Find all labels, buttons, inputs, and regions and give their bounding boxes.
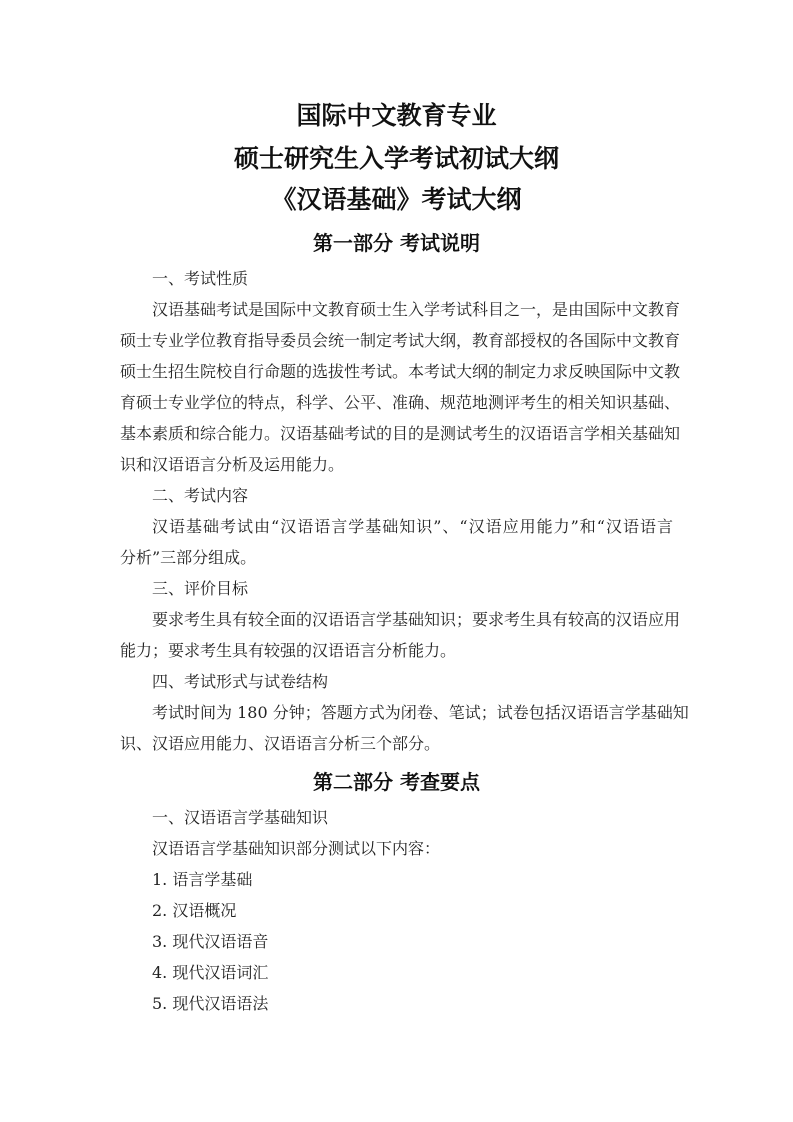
list-item: 1. 语言学基础 — [152, 870, 253, 889]
section-heading: 一、汉语语言学基础知识 — [152, 808, 329, 827]
list-item: 3. 现代汉语语音 — [152, 932, 269, 951]
document-title-line-3: 《汉语基础》考试大纲 — [271, 185, 522, 214]
paragraph-line: 硕士生招生院校自行命题的选拔性考试。本考试大纲的制定力求反映国际中文教 — [120, 362, 681, 381]
section-heading: 四、考试形式与试卷结构 — [152, 672, 329, 691]
paragraph-line: 汉语语言学基础知识部分测试以下内容： — [152, 839, 441, 858]
paragraph-line: 基本素质和综合能力。汉语基础考试的目的是测试考生的汉语语言学相关基础知 — [120, 424, 681, 443]
list-item: 2. 汉语概况 — [152, 901, 237, 920]
document-title-line-1: 国际中文教育专业 — [296, 101, 497, 130]
paragraph-line: 育硕士专业学位的特点，科学、公平、准确、规范地测评考生的相关知识基础、 — [120, 393, 681, 412]
paragraph-line: 硕士专业学位教育指导委员会统一制定考试大纲，教育部授权的各国际中文教育 — [120, 331, 681, 350]
section-heading: 二、考试内容 — [152, 486, 249, 505]
paragraph-line: 分析”三部分组成。 — [120, 548, 257, 567]
paragraph-line: 汉语基础考试由“汉语语言学基础知识”、“汉语应用能力”和“汉语语言 — [152, 517, 673, 536]
paragraph-line: 识、汉语应用能力、汉语语言分析三个部分。 — [120, 734, 441, 753]
paragraph-line: 识和汉语语言分析及运用能力。 — [120, 455, 345, 474]
part2-heading: 第二部分 考查要点 — [313, 770, 480, 794]
paragraph-line: 汉语基础考试是国际中文教育硕士生入学考试科目之一，是由国际中文教育 — [152, 300, 681, 319]
section-heading: 一、考试性质 — [152, 269, 249, 288]
paragraph-line: 能力；要求考生具有较强的汉语语言分析能力。 — [120, 641, 457, 660]
list-item: 5. 现代汉语语法 — [152, 994, 269, 1013]
paragraph-line: 要求考生具有较全面的汉语语言学基础知识；要求考生具有较高的汉语应用 — [152, 610, 681, 629]
part1-heading: 第一部分 考试说明 — [313, 231, 480, 255]
list-item: 4. 现代汉语词汇 — [152, 963, 269, 982]
document-title-line-2: 硕士研究生入学考试初试大纲 — [233, 144, 559, 173]
paragraph-line: 考试时间为 180 分钟；答题方式为闭卷、笔试；试卷包括汉语语言学基础知 — [152, 703, 689, 722]
section-heading: 三、评价目标 — [152, 579, 249, 598]
